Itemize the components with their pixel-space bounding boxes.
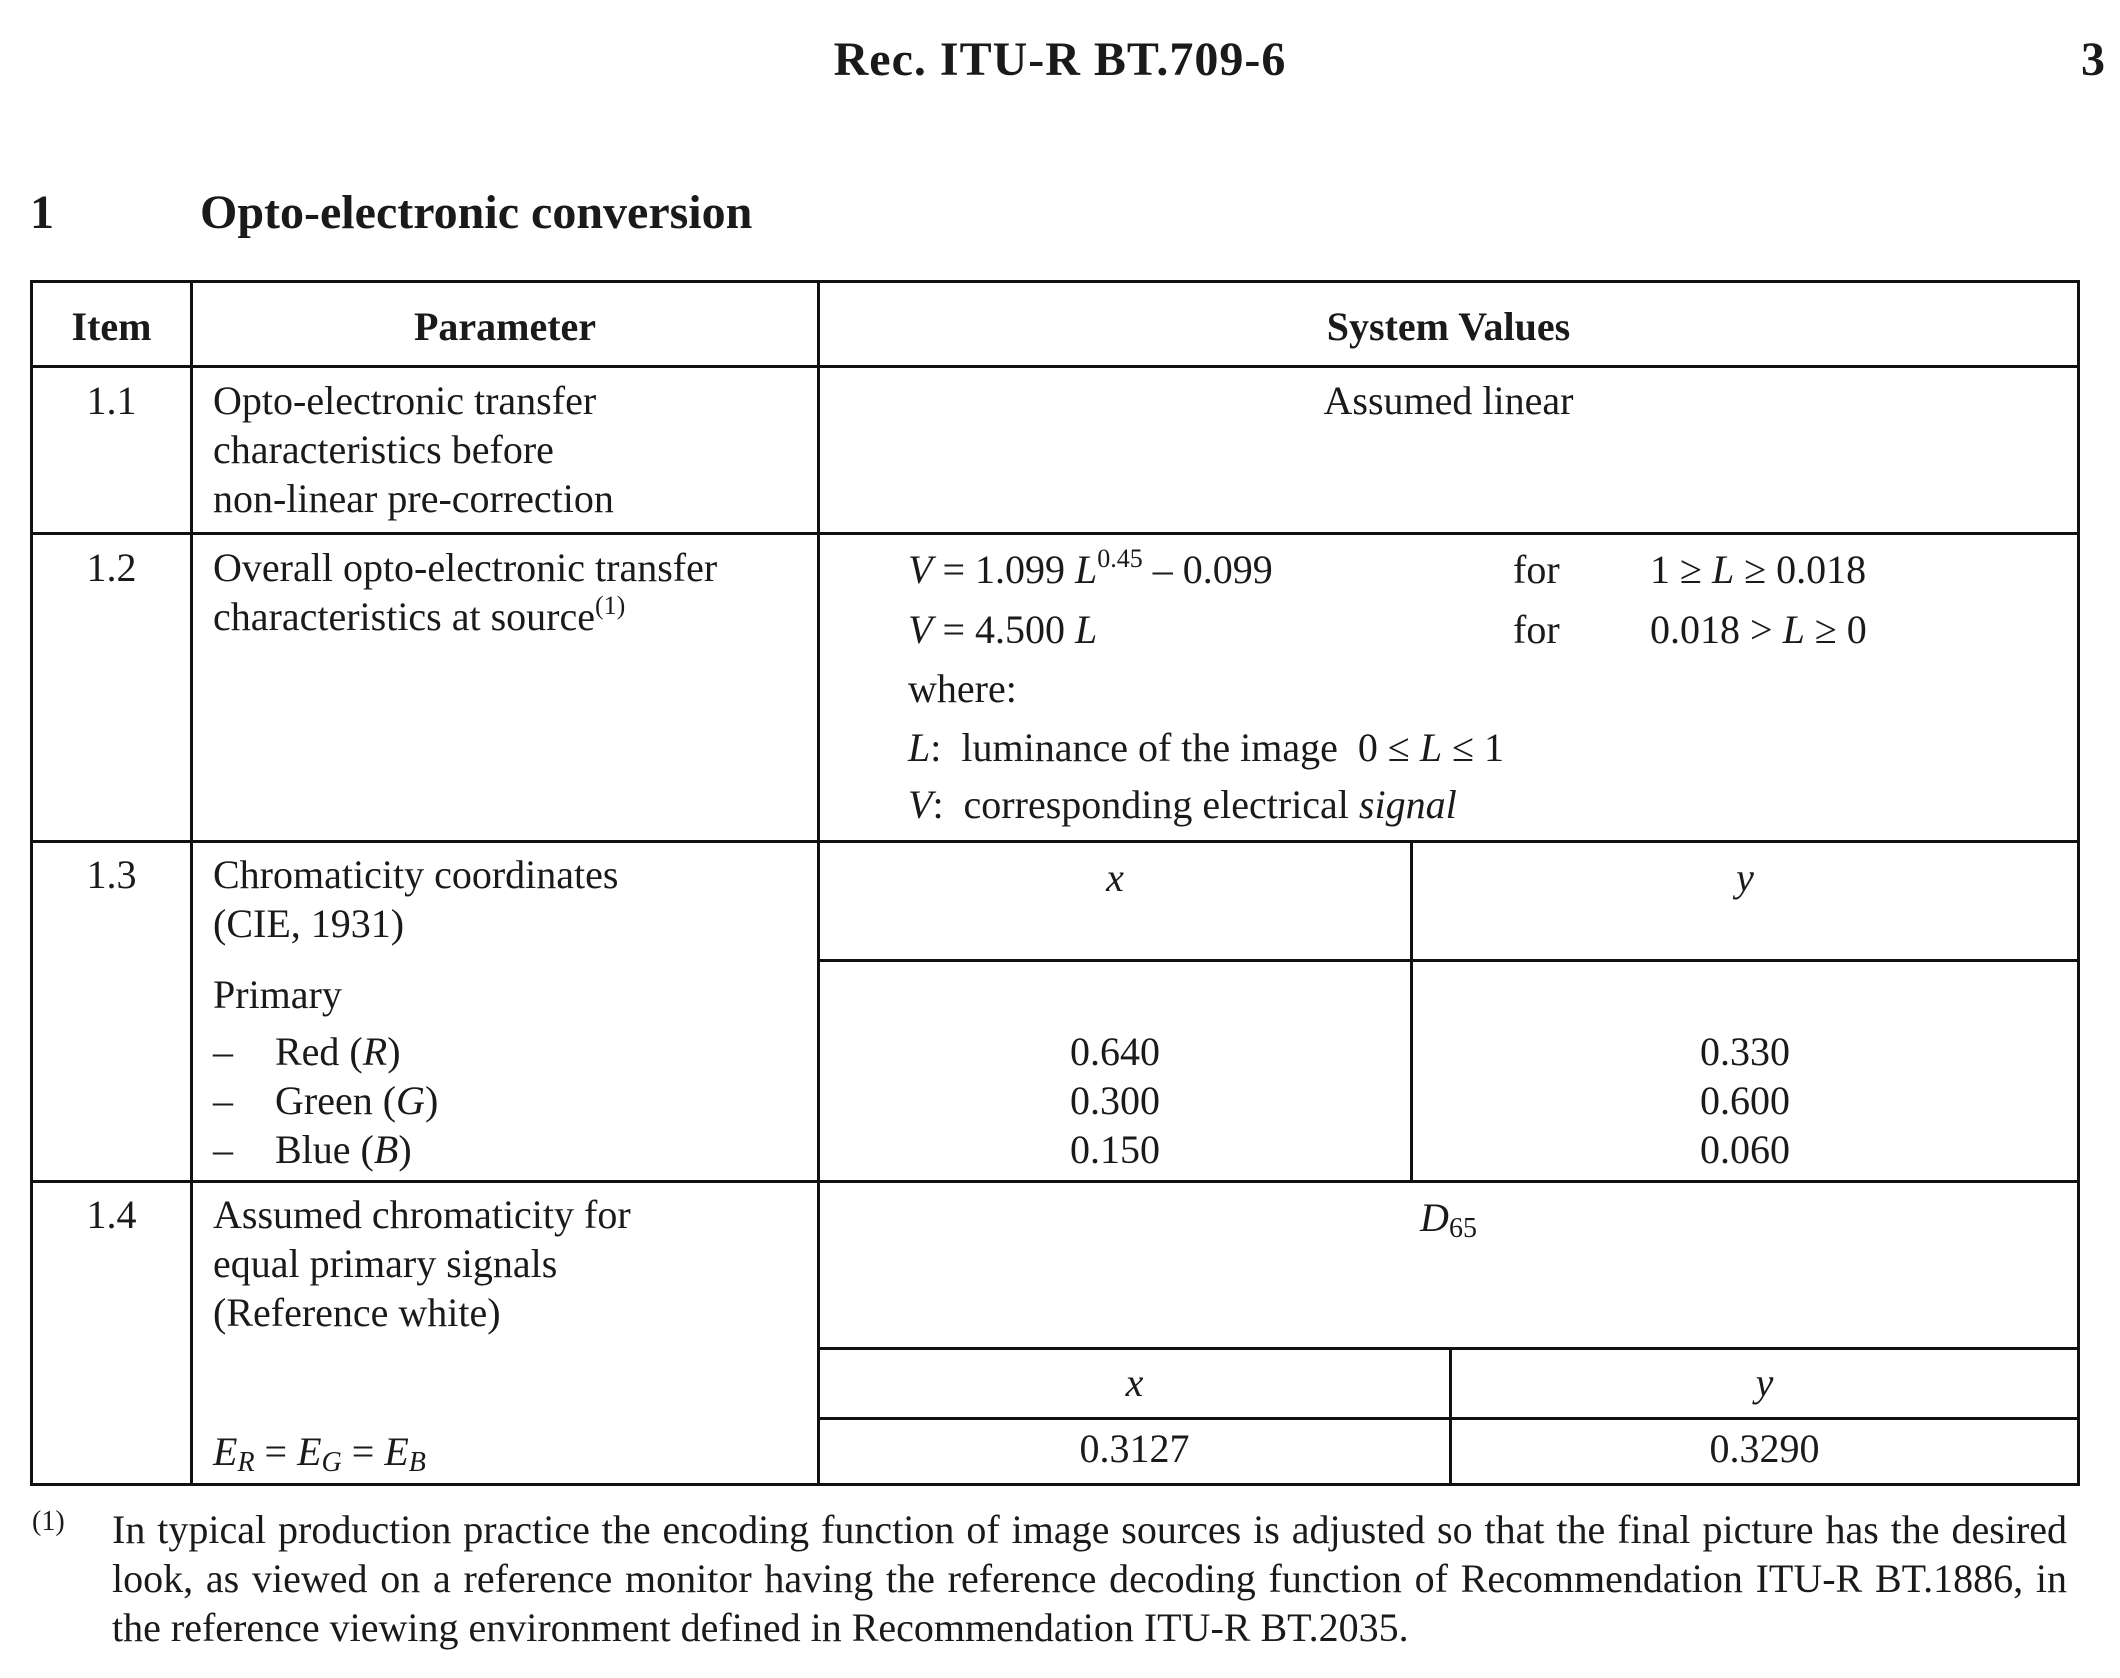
item-number: 1.2 (86, 545, 137, 590)
where-label: where: (908, 666, 1017, 711)
eq-sub: R (237, 1447, 255, 1478)
equation-1 (908, 545, 1273, 594)
cond-text: ≥ 0 (1804, 607, 1867, 652)
parameter-line: (CIE, 1931) (213, 901, 405, 946)
eq-text: = (254, 1429, 298, 1474)
footnote-text: In typical production practice the encoding function of image sources is adjusted so that the final picture has the desired look, as viewed on a reference monitor having the reference decoding function of Recommendation ITU-R BT.1886, in the reference viewing environment defined in Recommendation ITU-R BT.2035. (112, 1507, 2067, 1650)
primary-name: Red ( (275, 1029, 363, 1074)
illuminant-sub: 65 (1448, 1213, 1477, 1244)
primary-paren: ) (424, 1078, 439, 1123)
blue-y-value: 0.060 (1700, 1127, 1790, 1172)
illuminant-main: D (1420, 1195, 1449, 1240)
white-x-value: 0.3127 (1079, 1426, 1190, 1471)
eq-var: L (1075, 607, 1098, 652)
page-number: 3 (2081, 33, 2105, 86)
primary-red (213, 1027, 401, 1076)
rule-header-bottom (33, 365, 2077, 368)
white-y-value: 0.3290 (1709, 1426, 1820, 1471)
footnote-mark: (1) (32, 1506, 65, 1537)
def-text: : luminance of the image 0 ≤ (930, 725, 1420, 770)
eq-var: E (213, 1429, 238, 1474)
conversion-table (30, 280, 2080, 1486)
col-header-system-values: System Values (1326, 304, 1571, 349)
page-header-title: Rec. ITU-R BT.709-6 (833, 33, 1287, 86)
item-number: 1.3 (86, 852, 137, 897)
list-dash: – (213, 1078, 233, 1123)
rule-row-1-1-bottom (33, 532, 2077, 535)
col-header-item: Item (71, 304, 152, 349)
item-number: 1.1 (86, 378, 137, 423)
equation-1-condition (1650, 545, 1866, 594)
illuminant-d65 (820, 1193, 2077, 1242)
primary-paren: ) (387, 1029, 401, 1074)
parameter-text (213, 543, 717, 641)
definition-v (908, 780, 1457, 829)
list-dash: – (213, 1127, 233, 1172)
cond-var: L (1782, 607, 1805, 652)
list-dash: – (213, 1029, 233, 1074)
parameter-line (213, 592, 717, 641)
eq-sub: B (408, 1447, 426, 1478)
footnote-ref[interactable]: (1) (595, 591, 626, 620)
equation-2-for: for (1513, 607, 1560, 652)
def-text: ≤ 1 (1442, 725, 1505, 770)
red-y-value: 0.330 (1700, 1029, 1790, 1074)
definition-l (908, 723, 1504, 772)
parameter-text (213, 376, 614, 523)
cond-text: ≥ 0.018 (1734, 547, 1867, 592)
x-header: x (1106, 855, 1124, 900)
item-number: 1.4 (86, 1192, 137, 1237)
def-symbol: V (908, 782, 933, 827)
parameter-line: (Reference white) (213, 1290, 501, 1335)
red-x-value: 0.640 (1070, 1029, 1160, 1074)
eq-text: = 4.500 (932, 607, 1075, 652)
primary-symbol: R (362, 1029, 388, 1074)
primary-name: Green ( (275, 1078, 397, 1123)
cond-var: L (1711, 547, 1735, 592)
section-title: Opto-electronic conversion (200, 186, 753, 239)
rule-row-1-4-illuminant-bottom (817, 1347, 2077, 1350)
primary-name: Blue ( (275, 1127, 374, 1172)
blue-x-value: 0.150 (1070, 1127, 1160, 1172)
equal-signals-equation (213, 1427, 426, 1476)
primary-symbol: G (396, 1078, 425, 1123)
rule-row-1-3-bottom (33, 1180, 2077, 1183)
def-var: L (1419, 725, 1443, 770)
parameter-line: non-linear pre-correction (213, 476, 614, 521)
parameter-line: Chromaticity coordinates (213, 852, 619, 897)
cond-text: 0.018 > (1650, 607, 1783, 652)
eq-text: – 0.099 (1142, 547, 1273, 592)
green-x-value: 0.300 (1070, 1078, 1160, 1123)
def-text-italic: signal (1358, 782, 1457, 827)
equation-2 (908, 605, 1097, 654)
parameter-line: equal primary signals (213, 1241, 558, 1286)
rule-row-1-3-subheader (817, 959, 2077, 962)
eq-exponent: 0.45 (1097, 544, 1143, 573)
parameter-line-text: characteristics at source (213, 594, 596, 639)
eq-var: L (1075, 547, 1098, 592)
def-symbol: L (908, 725, 931, 770)
parameter-text (213, 1190, 631, 1337)
parameter-text (213, 850, 618, 948)
eq-var: E (384, 1429, 409, 1474)
parameter-line: Overall opto-electronic transfer (213, 545, 718, 590)
equation-1-for: for (1513, 547, 1560, 592)
y-header: y (1736, 855, 1754, 900)
parameter-line: Assumed chromaticity for (213, 1192, 631, 1237)
parameter-line: Opto-electronic transfer (213, 378, 597, 423)
system-value: Assumed linear (1323, 378, 1574, 423)
eq-sub: G (321, 1447, 342, 1478)
primary-blue (213, 1125, 412, 1174)
def-text: : corresponding electrical (932, 782, 1359, 827)
equation-2-condition (1650, 605, 1867, 654)
green-y-value: 0.600 (1700, 1078, 1790, 1123)
rule-row-1-4-xy-header-bottom (817, 1417, 2077, 1420)
parameter-line: characteristics before (213, 427, 554, 472)
white-x-header: x (1125, 1360, 1144, 1405)
rule-item-col (190, 283, 193, 1483)
white-y-header: y (1755, 1360, 1774, 1405)
primary-green (213, 1076, 438, 1125)
eq-var: V (908, 547, 933, 592)
eq-var: E (297, 1429, 322, 1474)
primary-paren: ) (398, 1127, 412, 1172)
rule-row-1-2-bottom (33, 840, 2077, 843)
col-header-parameter: Parameter (413, 304, 597, 349)
eq-text: = (341, 1429, 385, 1474)
primary-symbol: B (373, 1127, 399, 1172)
section-number: 1 (30, 186, 54, 239)
cond-text: 1 ≥ (1650, 547, 1712, 592)
primary-label: Primary (213, 972, 342, 1017)
eq-var: V (908, 607, 933, 652)
eq-text: = 1.099 (932, 547, 1075, 592)
